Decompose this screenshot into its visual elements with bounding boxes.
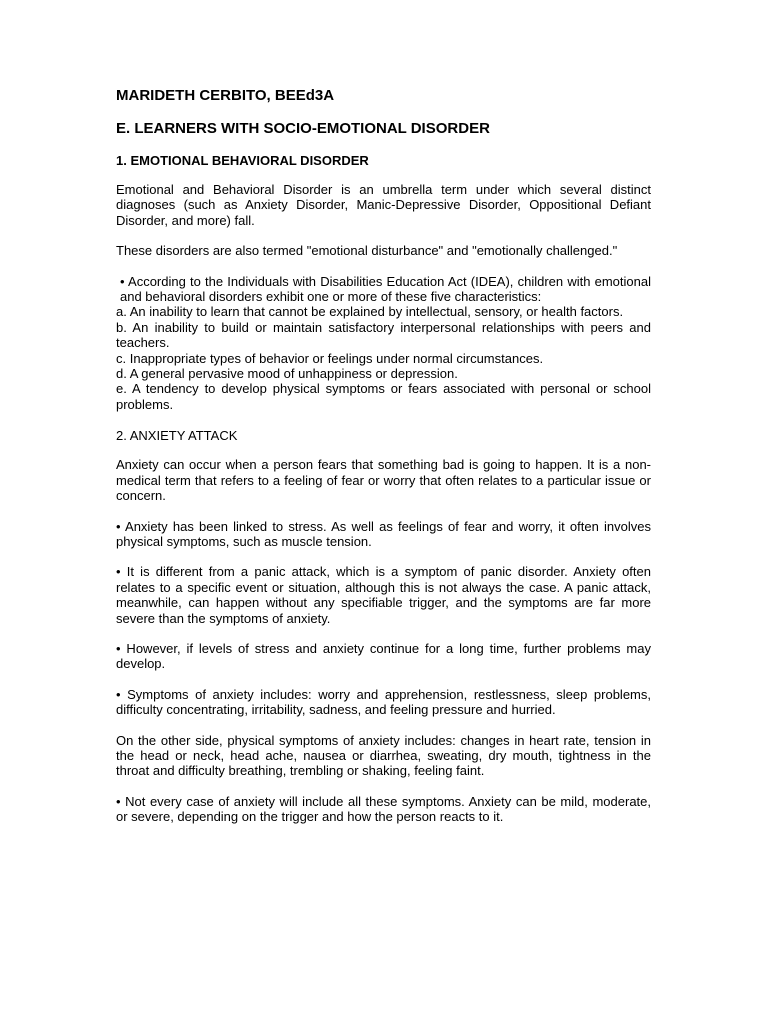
part1-heading: 1. EMOTIONAL BEHAVIORAL DISORDER: [116, 153, 369, 168]
characteristic-item: a. An inability to learn that cannot be explained by intellectual, sensory, or health factors.: [116, 304, 624, 320]
document-page: [116, 86, 651, 840]
idea-intro: • According to the Individuals with Disabilities Education Act (IDEA), children with emotional and behavioral disorders exhibit one or more of these five characteristics:: [120, 273, 651, 305]
part2-paragraph: • It is different from a panic attack, which is a symptom of panic disorder. Anxiety often relates to a specific event or situation, although this is not always the case. A panic attack, meanwhile, can happen without any specifiable trigger, and the symptoms are far more severe than the symptoms of anxiety.: [116, 564, 651, 626]
part1-paragraph-1: Emotional and Behavioral Disorder is an umbrella term under which several distinct diagnoses (such as Anxiety Disorder, Manic-Depressive Disorder, Oppositional Defiant Disorder, and more) fall.: [116, 182, 651, 228]
characteristic-item: c. Inappropriate types of behavior or feelings under normal circumstances.: [116, 350, 544, 366]
section-title: E. LEARNERS WITH SOCIO-EMOTIONAL DISORDER: [116, 120, 490, 137]
part2-paragraph: • However, if levels of stress and anxiety continue for a long time, further problems may develop.: [116, 640, 651, 672]
author-line: MARIDETH CERBITO, BEEd3A: [116, 87, 335, 104]
part2-paragraph: • Not every case of anxiety will include all these symptoms. Anxiety can be mild, moderate, or severe, depending on the trigger and how the person reacts to it.: [116, 793, 651, 825]
characteristic-item: e. A tendency to develop physical symptoms or fears associated with personal or school problems.: [116, 381, 651, 412]
part2-paragraph: Anxiety can occur when a person fears that something bad is going to happen. It is a non-medical term that refers to a feeling of fear or worry that often relates to a particular issue or concern.: [116, 457, 651, 504]
part2-paragraph: On the other side, physical symptoms of anxiety includes: changes in heart rate, tension in the head or neck, head ache, nausea or diarrhea, sweating, dry mouth, tightness in the throat and difficulty breathing, trembling or shaking, feeling faint.: [116, 732, 651, 779]
characteristic-item: b. An inability to build or maintain satisfactory interpersonal relationships with peers and teachers.: [116, 319, 651, 351]
part2-paragraph: • Anxiety has been linked to stress. As well as feelings of fear and worry, it often involves physical symptoms, such as muscle tension.: [116, 518, 651, 549]
part1-paragraph-2: These disorders are also termed "emotional disturbance" and "emotionally challenged.": [116, 243, 618, 259]
part2-paragraph: • Symptoms of anxiety includes: worry and apprehension, restlessness, sleep problems, difficulty concentrating, irritability, sadness, and feeling pressure and hurried.: [116, 686, 651, 718]
characteristic-item: d. A general pervasive mood of unhappiness or depression.: [116, 366, 458, 382]
part2-heading: 2. ANXIETY ATTACK: [116, 428, 238, 444]
characteristics-list: [116, 274, 651, 413]
